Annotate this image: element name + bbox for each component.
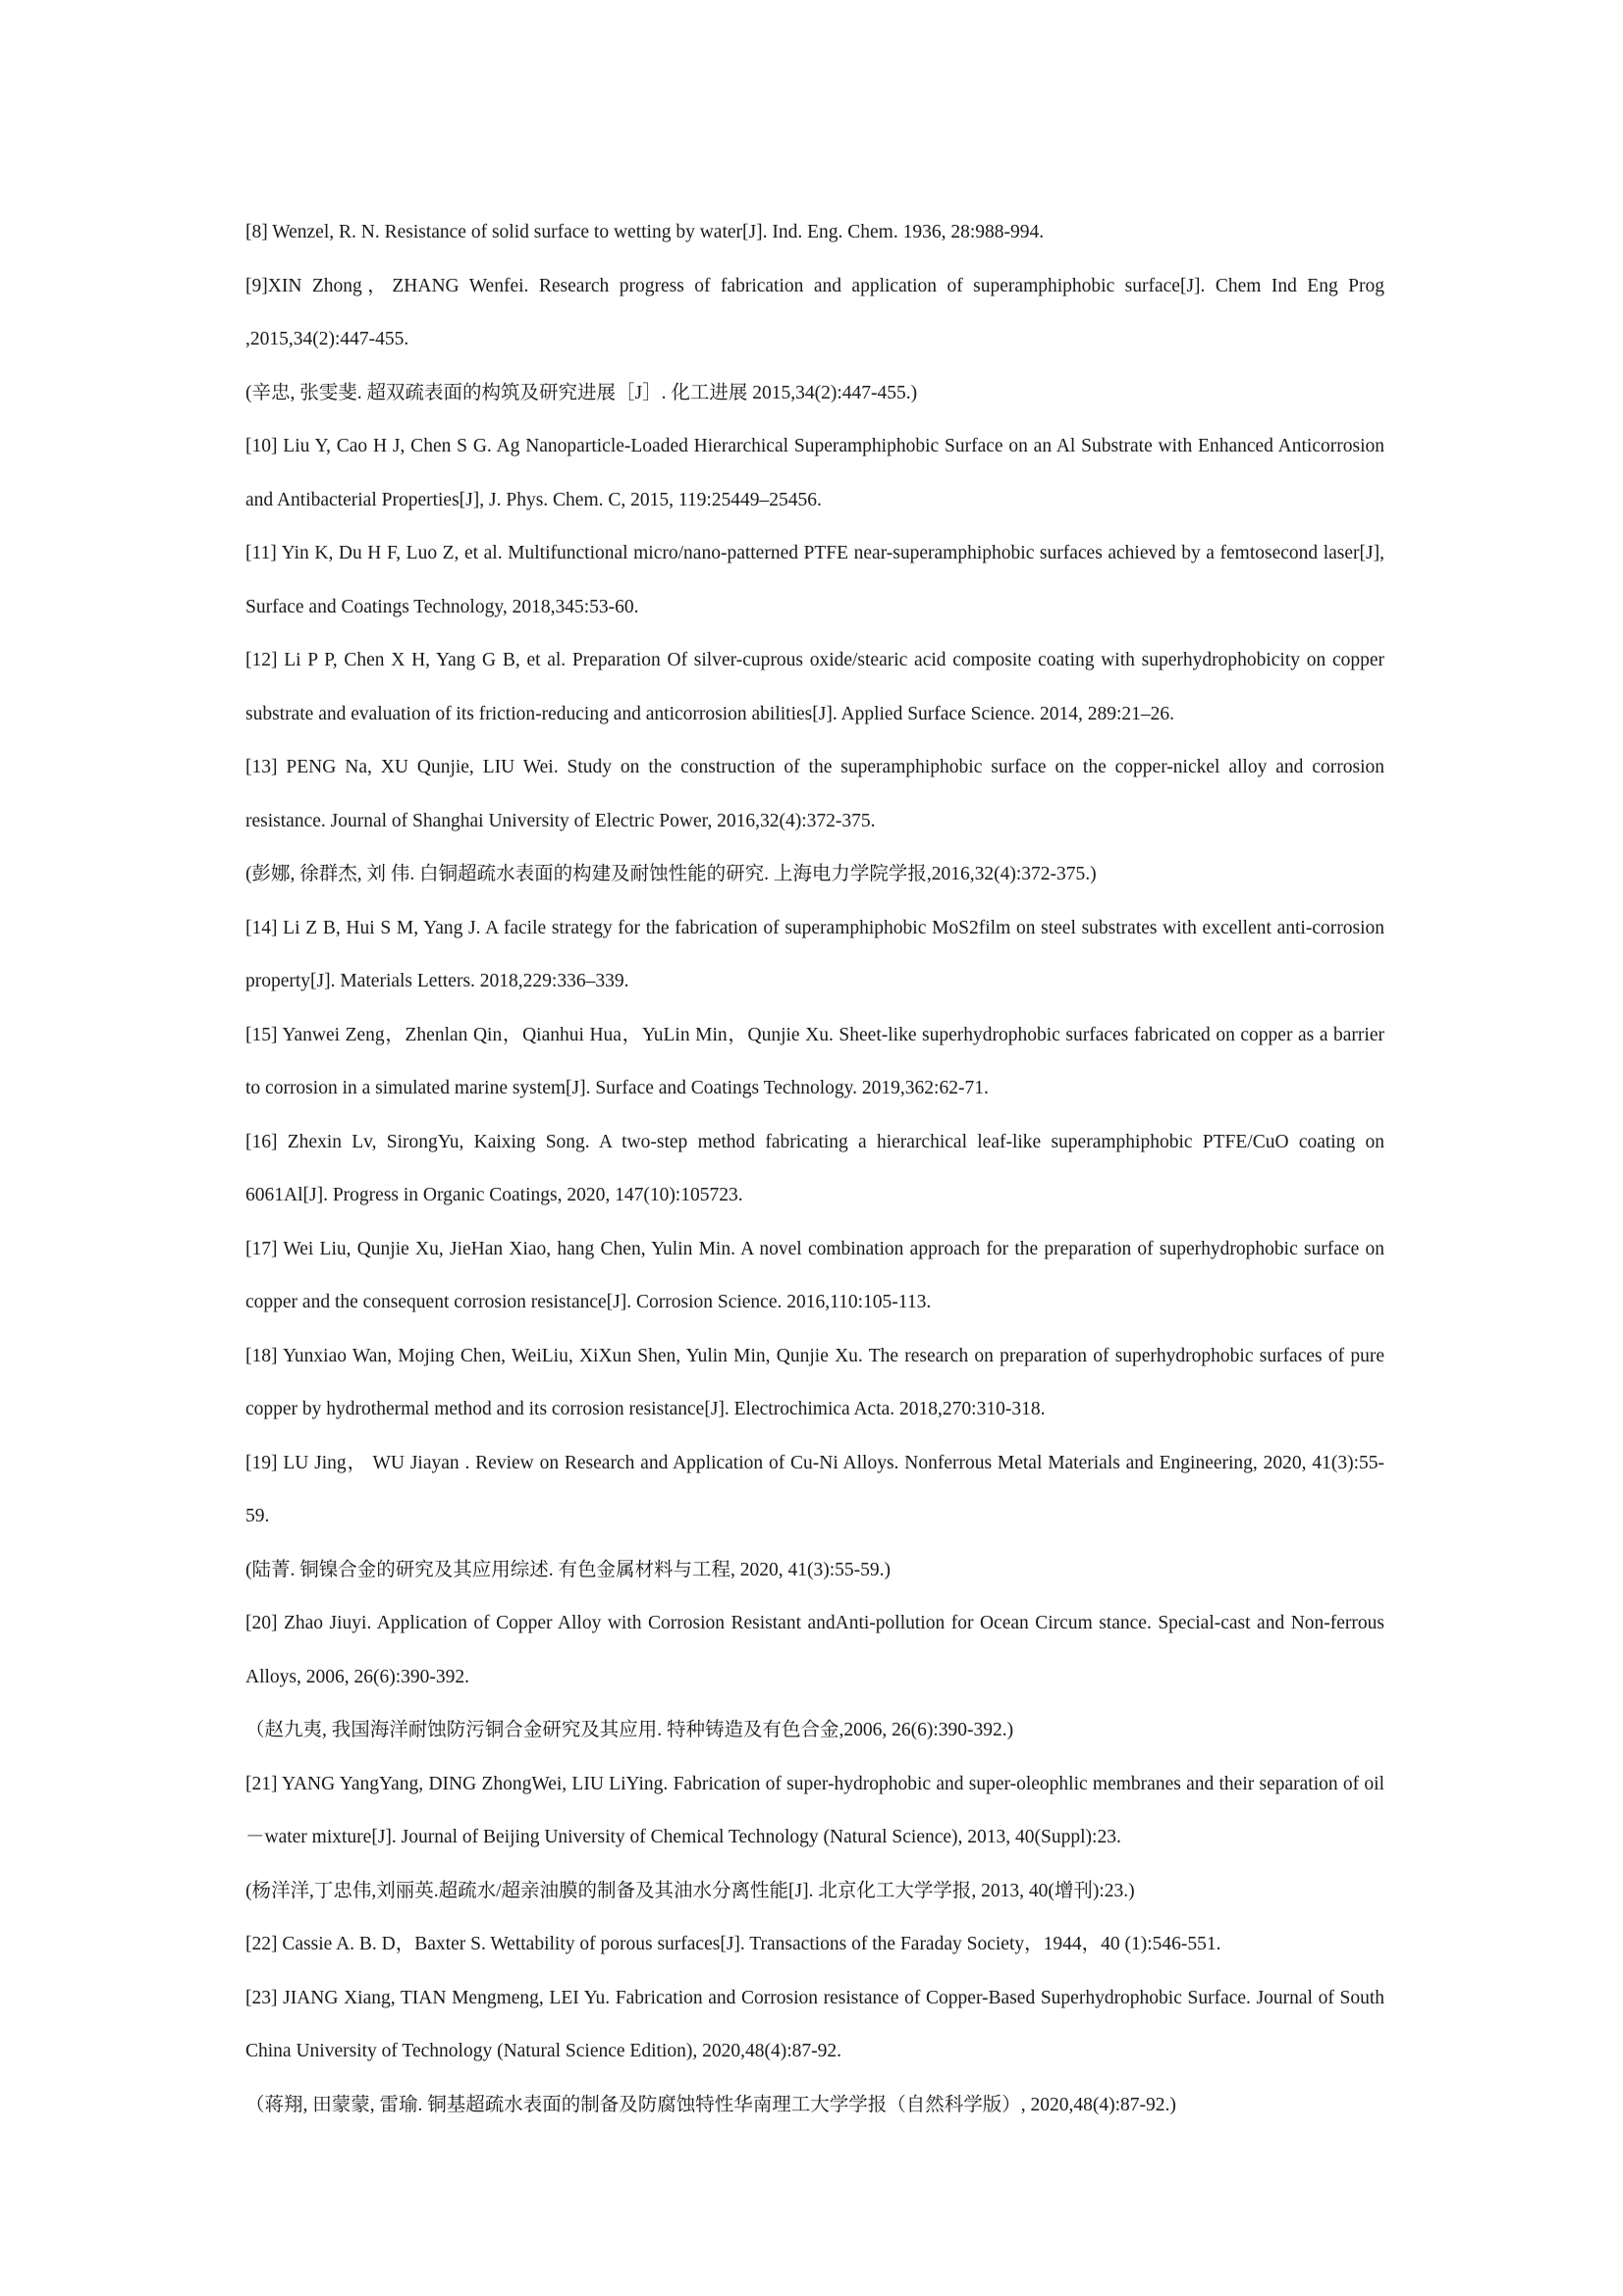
reference-12: [12] Li P P, Chen X H, Yang G B, et al. Preparation Of silver-cuprous oxide/stearic acid composite coating with superhydrophobicity on copper substrate and evaluation of its friction-reducing and anticorrosion abilities[J]. Applied Surface Science. 2014, 289:21–26. [245,650,1384,724]
reference-17: [17] Wei Liu, Qunjie Xu, JieHan Xiao, hang Chen, Yulin Min. A novel combination approach for the preparation of superhydrophobic surface on copper and the consequent corrosion resistance[J]. Corrosion Science. 2016,110:105-113. [245,1238,1384,1312]
reference-15: [15] Yanwei Zeng，Zhenlan Qin，Qianhui Hua，YuLin Min，Qunjie Xu. Sheet-like superhydrophobic surfaces fabricated on copper as a barrier to corrosion in a simulated marine system[J]. Surface and Coatings Technology. 2019,362:62-71. [245,1024,1384,1098]
reference-10: [10] Liu Y, Cao H J, Chen S G. Ag Nanoparticle-Loaded Hierarchical Superamphiphobic Surface on an Al Substrate with Enhanced Anticorrosion and Antibacterial Properties[J], J. Phys. Chem. C, 2015, 119:25449–25456. [245,436,1384,510]
reference-9: [9]XIN Zhong，ZHANG Wenfei. Research progress of fabrication and application of superamphiphobic surface[J]. Chem Ind Eng Prog ,2015,34(2):447-455. [245,275,1384,349]
reference-20: [20] Zhao Jiuyi. Application of Copper Alloy with Corrosion Resistant andAnti-pollution for Ocean Circum stance. Special-cast and Non-ferrous Alloys, 2006, 26(6):390-392. [245,1613,1384,1687]
reference-21-chinese: (杨洋洋,丁忠伟,刘丽英.超疏水/超亲油膜的制备及其油水分离性能[J]. 北京化工大学学报, 2013, 40(增刊):23.) [245,1880,1135,1901]
reference-23-chinese: （蒋翔, 田蒙蒙, 雷瑜. 铜基超疏水表面的制备及防腐蚀特性华南理工大学学报（自然科学版）, 2020,48(4):87-92.) [245,2094,1176,2115]
reference-19: [19] LU Jing， WU Jiayan . Review on Research and Application of Cu-Ni Alloys. Nonferrous Metal Materials and Engineering, 2020, 41(3):55-59. [245,1452,1384,1526]
reference-11: [11] Yin K, Du H F, Luo Z, et al. Multifunctional micro/nano-patterned PTFE near-superamphiphobic surfaces achieved by a femtosecond laser[J], Surface and Coatings Technology, 2018,345:53-60. [245,543,1384,617]
reference-18: [18] Yunxiao Wan, Mojing Chen, WeiLiu, XiXun Shen, Yulin Min, Qunjie Xu. The research on preparation of superhydrophobic surfaces of pure copper by hydrothermal method and its corrosion resistance[J]. Electrochimica Acta. 2018,270:310-318. [245,1345,1384,1419]
reference-22: [22] Cassie A. B. D，Baxter S. Wettability of porous surfaces[J]. Transactions of the Faraday Society，1944，40 (1):546-551. [245,1934,1221,1954]
reference-20-chinese: （赵九夷, 我国海洋耐蚀防污铜合金研究及其应用. 特种铸造及有色合金,2006, 26(6):390-392.) [245,1720,1014,1740]
reference-9-chinese: (辛忠, 张雯斐. 超双疏表面的构筑及研究进展［J］. 化工进展 2015,34(2):447-455.) [245,382,918,403]
reference-14: [14] Li Z B, Hui S M, Yang J. A facile strategy for the fabrication of superamphiphobic MoS2film on steel substrates with excellent anti-corrosion property[J]. Materials Letters. 2018,229:336–339. [245,917,1384,991]
reference-list [245,206,1384,2132]
reference-19-chinese: (陆菁. 铜镍合金的研究及其应用综述. 有色金属材料与工程, 2020, 41(3):55-59.) [245,1559,892,1580]
reference-13: [13] PENG Na, XU Qunjie, LIU Wei. Study on the construction of the superamphiphobic surface on the copper-nickel alloy and corrosion resistance. Journal of Shanghai University of Electric Power, 2016,32(4):372-375. [245,757,1384,831]
reference-13-chinese: (彭娜, 徐群杰, 刘 伟. 白铜超疏水表面的构建及耐蚀性能的研究. 上海电力学院学报,2016,32(4):372-375.) [245,864,1097,884]
reference-16: [16] Zhexin Lv, SirongYu, Kaixing Song. A two-step method fabricating a hierarchical leaf-like superamphiphobic PTFE/CuO coating on 6061Al[J]. Progress in Organic Coatings, 2020, 147(10):105723. [245,1131,1384,1205]
reference-8: [8] Wenzel, R. N. Resistance of solid surface to wetting by water[J]. Ind. Eng. Chem. 1936, 28:988-994. [245,222,1045,242]
reference-21: [21] YANG YangYang, DING ZhongWei, LIU LiYing. Fabrication of super-hydrophobic and super-oleophlic membranes and their separation of oil－water mixture[J]. Journal of Beijing University of Chemical Technology (Natural Science), 2013, 40(Suppl):23. [245,1773,1384,1847]
reference-23: [23] JIANG Xiang, TIAN Mengmeng, LEI Yu. Fabrication and Corrosion resistance of Copper-Based Superhydrophobic Surface. Journal of South China University of Technology (Natural Science Edition), 2020,48(4):87-92. [245,1987,1384,2061]
